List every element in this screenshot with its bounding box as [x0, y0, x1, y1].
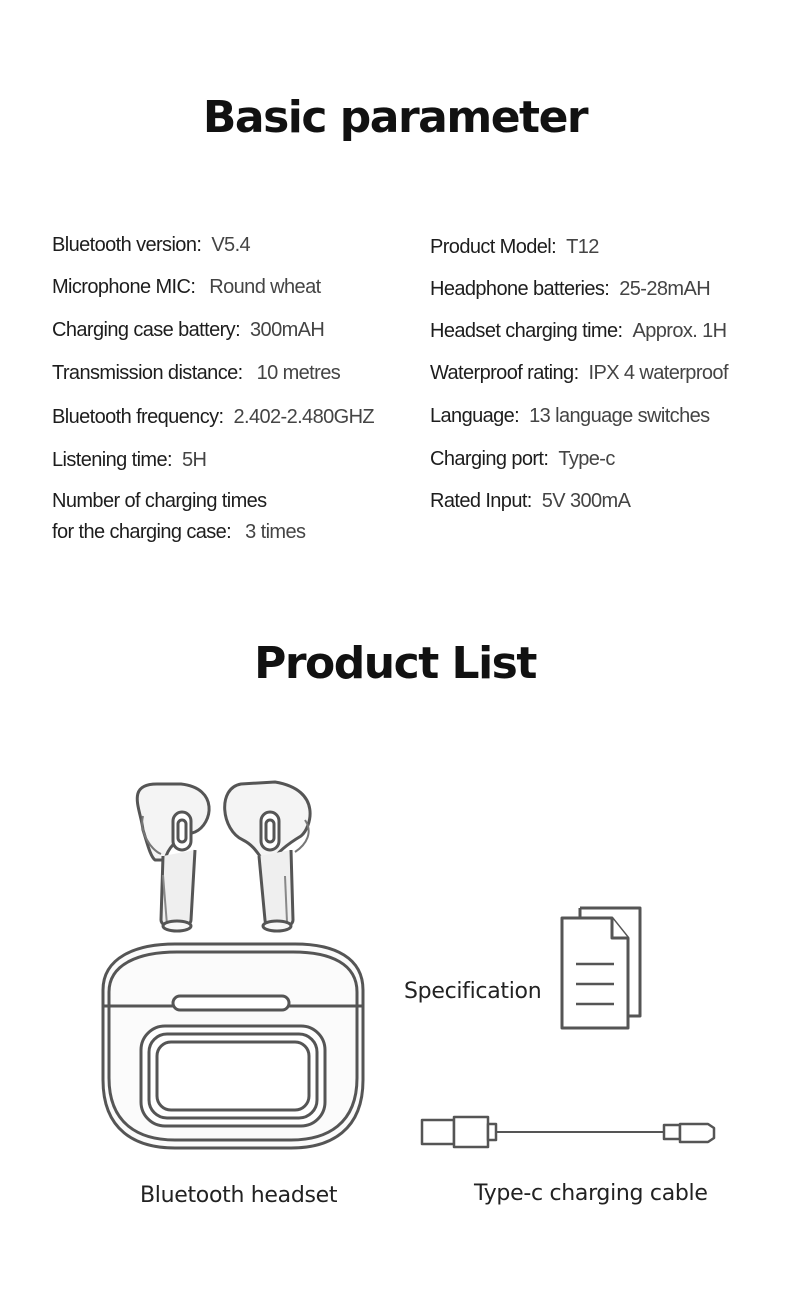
param-label: Charging port:	[430, 448, 549, 470]
product-list-title: Product List	[254, 638, 536, 689]
param-language	[430, 405, 710, 428]
param-value: 25-28mAH	[619, 278, 711, 300]
document-icon	[556, 906, 646, 1032]
param-value: 5H	[181, 449, 207, 471]
param-value: 13 language switches	[529, 405, 710, 427]
param-value: Approx. 1H	[632, 320, 727, 342]
param-label: Headset charging time:	[430, 320, 623, 342]
param-label: Microphone MIC:	[52, 276, 196, 298]
param-value: Round wheat	[209, 276, 321, 298]
cable-caption: Type-c charging cable	[474, 1181, 708, 1206]
param-value: 3 times	[245, 521, 306, 543]
param-charging-port	[430, 448, 615, 471]
earbuds-case-icon	[95, 780, 370, 1160]
param-label: Language:	[430, 405, 520, 427]
param-charging-times-line2	[52, 521, 305, 544]
param-value: Type-c	[558, 448, 615, 470]
param-value: V5.4	[211, 234, 251, 256]
param-label: Bluetooth version:	[52, 234, 202, 256]
param-headphone-batteries	[430, 278, 710, 301]
param-value: 2.402-2.480GHZ	[233, 406, 375, 428]
param-headset-charging-time	[430, 320, 727, 343]
param-value: 300mAH	[250, 319, 325, 341]
basic-parameter-title: Basic parameter	[202, 92, 588, 143]
param-case-battery	[52, 319, 324, 342]
param-label: for the charging case:	[52, 521, 232, 543]
headset-caption: Bluetooth headset	[140, 1183, 338, 1208]
param-product-model	[430, 236, 599, 259]
param-waterproof-rating	[430, 362, 728, 385]
param-charging-times-line1	[52, 490, 267, 513]
usb-c-cable-icon	[418, 1112, 720, 1152]
param-label: Number of charging times	[52, 490, 267, 512]
param-label: Bluetooth frequency:	[52, 406, 224, 428]
param-label: Listening time:	[52, 449, 172, 471]
param-value: T12	[566, 236, 599, 258]
param-label: Headphone batteries:	[430, 278, 610, 300]
param-listening-time	[52, 449, 206, 472]
param-value: IPX 4 waterproof	[588, 362, 728, 384]
param-rated-input	[430, 490, 630, 513]
param-label: Charging case battery:	[52, 319, 241, 341]
param-label: Product Model:	[430, 236, 557, 258]
param-label: Waterproof rating:	[430, 362, 579, 384]
param-bluetooth-version	[52, 234, 250, 257]
param-label: Rated Input:	[430, 490, 532, 512]
param-microphone	[52, 276, 321, 299]
specification-caption: Specification	[404, 979, 542, 1004]
param-value: 10 metres	[256, 362, 341, 384]
param-value: 5V 300mA	[541, 490, 631, 512]
param-label: Transmission distance:	[52, 362, 243, 384]
param-bluetooth-frequency	[52, 406, 374, 429]
param-transmission-distance	[52, 362, 340, 385]
